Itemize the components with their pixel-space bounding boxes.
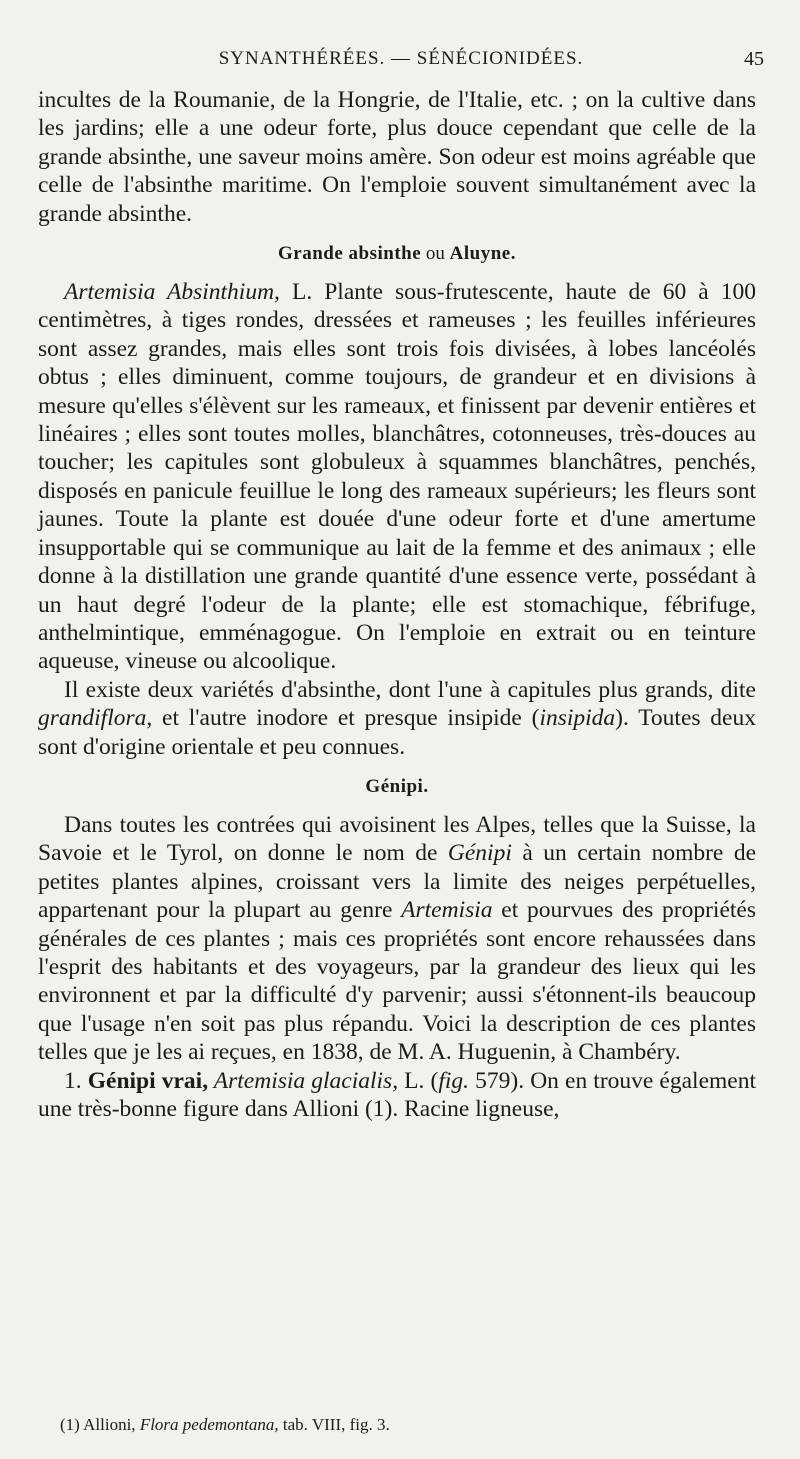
text-run: et l'autre inodore et presque insipide ( [152,705,540,732]
intro-paragraph: incultes de la Roumanie, de la Hongrie, de l'Italie, etc. ; on la cultive dans les jardins; elle a une odeur forte, plus douce cependant que celle de la grande absinthe, une saveur moins amère. Son odeur est moins agréable que celle de l'absinthe maritime. On l'emploie souvent simultanément avec la grande absinthe. [38,87,756,227]
text-run: L. ( [398,1067,439,1094]
heading-conjunction: ou [425,243,445,265]
variety-name: insipida [539,705,616,732]
variety-name: grandiflora, [38,705,153,732]
paragraph-text: L. Plante sous-frutescente, haute de 60 à 100 centimètres, à tiges rondes, dressées et rameuses ; les feuilles inférieures sont assez grandes, mais elles sont trois fois divisées, à lobes lancéolés obtus ; elles diminuent, comme toujours, de grandeur et en divisions à mesure qu'elles s'élèvent sur les rameaux, et finissent par devenir entières et linéaires ; elles sont toutes molles, blanchâtres, cotonneuses, très-douces au toucher; les capitules sont globuleux à squammes blanchâtres, penchés, disposés en panicule feuillue le long des rameaux supérieurs; les fleurs sont jaunes. Toute la plante est douée d'une odeur forte et d'une amertume insupportable qui se communique au lait de la femme et des animaux ; elle donne à la distillation une grande quantité d'une essence verte, possédant à un haut degré l'odeur de la plante; elle est stomachique, fébrifuge, anthelmintique, emménagogue. On l'emploie en extrait ou en teinture aqueuse, vineuse ou alcoolique. [38,279,756,675]
text-run: Dans toutes les contrées qui avoisinent les Alpes, telles que la Suisse, la Savoie et le Tyrol, on donne le nom de [38,811,756,867]
heading-name: Génipi. [365,775,429,797]
genipi-paragraph [38,811,756,1067]
footnote-text: tab. VIII, fig. 3. [278,1415,390,1434]
footnote-text: (1) Allioni, [60,1415,140,1434]
absinthe-description-paragraph [38,278,756,676]
page-number: 45 [744,48,764,70]
figure-reference: fig. [438,1067,470,1094]
entry-name: Génipi vrai, [87,1067,209,1094]
book-title: Flora pedemontana, [139,1415,279,1434]
text-run: Il existe deux variétés d'absinthe, dont l'une à capitules plus grands, dite [64,676,756,703]
footnote [60,1414,760,1436]
body-text [38,86,756,1123]
species-name: Artemisia glacialis, [208,1067,399,1094]
species-name: Artemisia Absinthium, [64,279,280,306]
heading-synonym: Aluyne. [449,243,516,265]
text-run: et pourvues des propriétés générales de ces plantes ; mais ces propriétés sont encore rehaussées dans l'esprit des habitants et des voyageurs, par la grandeur des lieux qui les environnent et par la difficulté d'y parvenir; aussi s'étonnent-ils beaucoup que l'usage n'en soit pas plus répandu. Voici la description de ces plantes telles que je les ai reçues, en 1838, de M. A. Huguenin, à Chambéry. [38,897,756,1066]
entry-number: 1. [64,1067,88,1094]
text-run: 579). On en trouve également une très-bonne figure dans Allioni (1). Racine ligneuse, [38,1067,756,1122]
section-heading-absinthe [38,242,756,266]
genus-name: Artemisia [401,897,493,924]
text-run: ). Toutes deux sont d'origine orientale et peu connues. [38,705,756,760]
plant-name: Génipi [447,840,512,867]
heading-name: Grande absinthe [278,243,422,265]
varieties-paragraph [38,676,756,761]
running-title: SYNANTHÉRÉES. — SÉNÉCIONIDÉES. [218,48,584,69]
genipi-vrai-paragraph [38,1067,756,1124]
text-run: à un certain nombre de petites plantes alpines, croissant vers la limite des neiges perpétuelles, appartenant pour la plupart au genre [38,840,757,924]
section-heading-genipi [38,775,756,799]
